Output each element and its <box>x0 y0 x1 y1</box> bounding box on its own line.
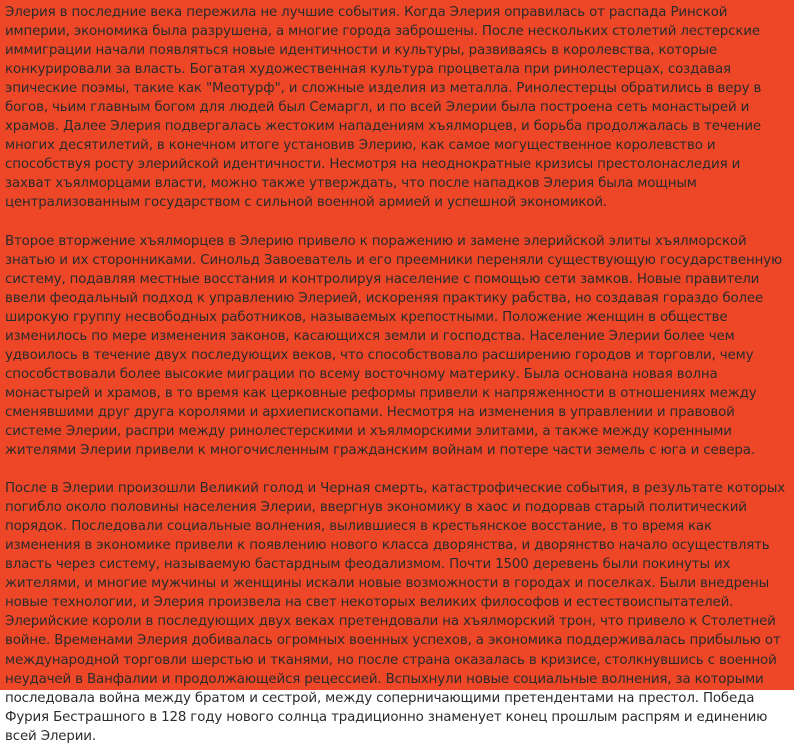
paragraph-2: Второе вторжение хъялморцев в Элерию привело к поражению и замене элерийской элиты хъялморской знатью и их сторонниками. Синольд Завоеватель и его преемники переняли существующую государственную систему, подавляя местные восстания и контролируя население с помощью сети замков. Новые правители ввели феодальный подход к управлению Элерией, искореняя практику рабства, но создавая гораздо более широкую группу несвободных работников, называемых крепостными. Положение женщин в обществе изменилось по мере изменения законов, касающихся земли и господства. Население Элерии более чем удвоилось в течение двух последующих веков, что способствовало расширению городов и торговли, чему способствовали более высокие миграции по всему восточному материку. Была основана новая волна монастырей и храмов, в то время как церковные реформы привели к напряженности в отношениях между сменявшими друг друга королями и архиепископами. Несмотря на изменения в управлении и правовой системе Элерии, распри между ринолестерскими и хъялморскими элитами, а также между коренными жителями Элерии привели к многочисленным гражданским войнам и потере части земель с юга и севера. <box>5 233 783 459</box>
paragraph-3: После в Элерии произошли Великий голод и Черная смерть, катастрофические события, в результате которых погибло около половины населения Элерии, ввергнув экономику в хаос и подорвав старый политический порядок. Последовали социальные волнения, вылившиеся в крестьянское восстание, в то время как изменения в экономике привели к появлению нового класса дворянства, и дворянство начало осуществлять власть через систему, называемую бастардным феодализмом. Почти 1500 деревень были покинуты их жителями, и многие мужчины и женщины искали новые возможности в городах и поселках. Были внедрены новые технологии, и Элерия произвела на свет некоторых великих философов и естествоиспытателей. Элерийские короли в последующих двух веках претендовали на хъялморский трон, что привело к Столетней войне. Временами Элерия добивалась огромных военных успехов, а экономика поддерживалась прибылью от международной торговли шерстью и тканями, но после страна оказалась в кризисе, столкнувшись с военной неудачей в Ванфалии и продолжающейся рецессией. Вспыхнули новые социальные волнения, за которыми последовала война между братом и сестрой, между соперничающими претендентами на престол. Победа Фурия Бестрашного в 128 году нового солнца традиционно знаменует конец прошлым распрям и единению всей Элерии. <box>5 481 786 744</box>
paragraph-spacer <box>5 213 790 232</box>
paragraph-spacer <box>5 460 790 479</box>
paragraph-1: Элерия в последние века пережила не лучшие события. Когда Элерия оправилась от распада Ринской империи, экономика была разрушена, а многие города заброшены. После нескольких столетий лестерские иммиграции начали появляться новые идентичности и культуры, развиваясь в королевства, которые конкурировали за власть. Богатая художественная культура процветала при ринолестерцах, создавая эпические поэмы, такие как "Меотурф", и сложные изделия из металла. Ринолестерцы обратились в веру в богов, чьим главным богом для людей был Семаргл, и по всей Элерии была построена сеть монастырей и храмов. Далее Элерия подвергалась жестоким нападениям хъялморцев, и борьба продолжалась в течение многих десятилетий, в конечном итоге установив Элерию, как самое могущественное королевство и способствуя росту элерийской идентичности. Несмотря на неоднократные кризисы престолонаследия и захват хъялморцами власти, можно также утверждать, что после нападков Элерия была мощным централизованным государством с сильной военной армией и успешной экономикой. <box>5 5 762 211</box>
